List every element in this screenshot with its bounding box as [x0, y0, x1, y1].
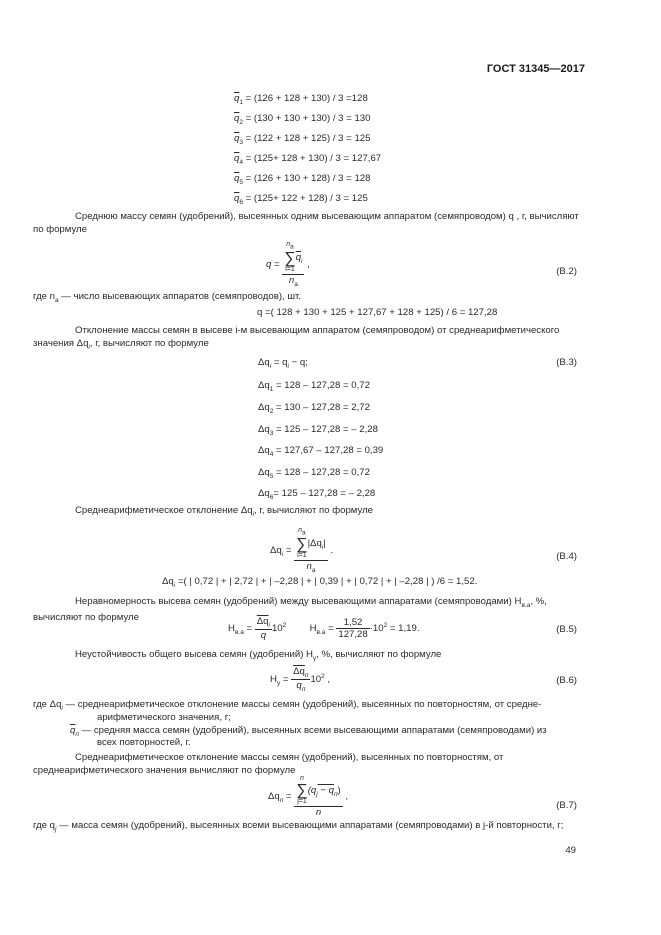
dq-line-4: $\Delta q_4 = 127,67 - 127,28 = 0,39$ — [258, 445, 384, 458]
q-line-4: $\overline{q}_4 = (125+ 128 + 130) / 3 = 127,67$ — [234, 153, 382, 166]
dq-line-5: $\Delta q_5 = 128 - 127,28 = 0,72$ — [258, 467, 370, 480]
equation-b3-number: (В.3) — [556, 357, 577, 368]
dq-line-3: $\Delta q_3 = 125 - 127,28$ = – 2,28 — [258, 424, 378, 437]
q-line-1: $\overline{q}_1 = (126 + 128 + 130) / 3 =128$ — [234, 93, 368, 106]
q-line-2: $\overline{q}_2 = (130 + 130 + 130) / 3 = 130$ — [234, 113, 371, 126]
equation-b2-number: (В.2) — [556, 266, 577, 277]
equation-b5: $Н_{в.а}$ = $\frac{\overline{\Delta q}_i}{q}$ $10^2$ $Н_{в.а}$ = $\frac{1,52}{127,28}$ $\cdot 10^2 = 1,19$. — [228, 616, 420, 641]
equation-b6-number: (В.6) — [556, 675, 577, 686]
sum-symbol: $n_а$ ∑ i=1 — [296, 527, 308, 560]
document-header-id: ГОСТ 31345—2017 — [486, 63, 585, 75]
sum-symbol: $n_а$ ∑ i=1 — [284, 241, 296, 274]
equation-b4-number: (В.4) — [556, 551, 577, 562]
q-line-6: $\overline{q}_6 = (125+ 122 + 128) / 3 = 125$ — [234, 193, 368, 206]
equation-b6: $Н_у$ = $\frac{\overline{\Delta q}_п}{\overline{q}_п}$ $10^2$ , — [270, 666, 331, 693]
where-item-1: где $\Delta q_i$ — среднеарифметическое отклонение массы семян (удобрений), высеянных по повторностям, от средне- — [33, 699, 542, 712]
dq-line-1: $\Delta q_1 = 128 - 127,28 = 0,72$ — [258, 380, 370, 393]
equation-b5-number: (В.5) — [556, 624, 577, 635]
where-qj: где $q_j$ — масса семян (удобрений), высеянных всеми высевающими аппаратами (семяпроводами) в j-й повторности, г; — [33, 820, 564, 833]
paragraph-deviation: Отклонение массы семян в высеве i-м высевающим аппаратом (семяпроводом) от среднеарифметического значения $\Delta q_i$, г, вычисляют по формуле — [33, 325, 560, 351]
dq-line-6: $\Delta q_6= 125 - 127,28$ = – 2,28 — [258, 488, 376, 501]
q-line-5: $\overline{q}_5 = (126 + 130 + 128) / 3 = 128$ — [234, 173, 371, 186]
q-line-3: $\overline{q}_3 = (122 + 128 + 125) / 3 = 125$ — [234, 133, 371, 146]
where-item-2-cont: всех повторностей, г. — [97, 737, 191, 748]
page-number: 49 — [565, 845, 576, 856]
paragraph-instability: Неустойчивость общего высева семян (удобрений) $Н_у$, %, вычисляют по формуле — [75, 649, 442, 662]
equation-b4: $\Delta q_i$ = $n_а$ ∑ $i=1|\Delta q_i|$ $n_а$ . — [270, 527, 334, 575]
equation-b2: q = $n_а$ ∑ $i=1\overline{q}_i$ $n_а$ , — [266, 241, 310, 289]
sum-symbol: n ∑ j=1 — [296, 775, 308, 805]
equation-b3: $\Delta q_i = q_i - q$; — [258, 357, 308, 370]
avg-deviation-calc: $\Delta q_i$ =( | 0,72 | + | 2,72 | + | –2,28 | + | 0,39 | + | 0,72 | + | –2,28 | ) /6 = 1,52. — [162, 576, 478, 589]
paragraph-avg-deviation-2: Среднеарифметическое отклонение массы семян (удобрений), высеянных по повторностям, от среднеарифметического значения вычисляют по формуле — [33, 752, 504, 776]
equation-b7-number: (В.7) — [556, 800, 577, 811]
where-item-2: $\overline{q}_п$ — средняя масса семян (удобрений), высеянных всеми высевающими аппаратами (семяпроводами) из — [70, 725, 547, 738]
q-mean-calc: q =( 128 + 130 + 125 + 127,67 + 128 + 125) / 6 = 127,28 — [257, 307, 498, 318]
dq-line-2: $\Delta q_2 = 130 - 127,28 = 2,72$ — [258, 402, 370, 415]
paragraph-unevenness: Неравномерность высева семян (удобрений) между высевающими аппаратами (семяпроводами) $Н_{в.а}$, %, вычисляют по формуле — [33, 596, 547, 624]
where-item-1-cont: арифметического значения, г; — [97, 712, 231, 723]
where-na: где $n_а$ — число высевающих аппаратов (семяпроводов), шт. — [33, 291, 302, 304]
paragraph-avg-deviation: Среднеарифметическое отклонение $\Delta q_i$, г, вычисляют по формуле — [75, 505, 374, 518]
equation-b7: $\Delta q_п$ = n ∑ $j=1(q_j - q_п)$ n , — [268, 775, 349, 818]
paragraph-mean: Среднюю массу семян (удобрений), высеянных одним высевающим аппаратом (семяпроводом) q , г, вычисляют по формуле — [33, 211, 579, 235]
